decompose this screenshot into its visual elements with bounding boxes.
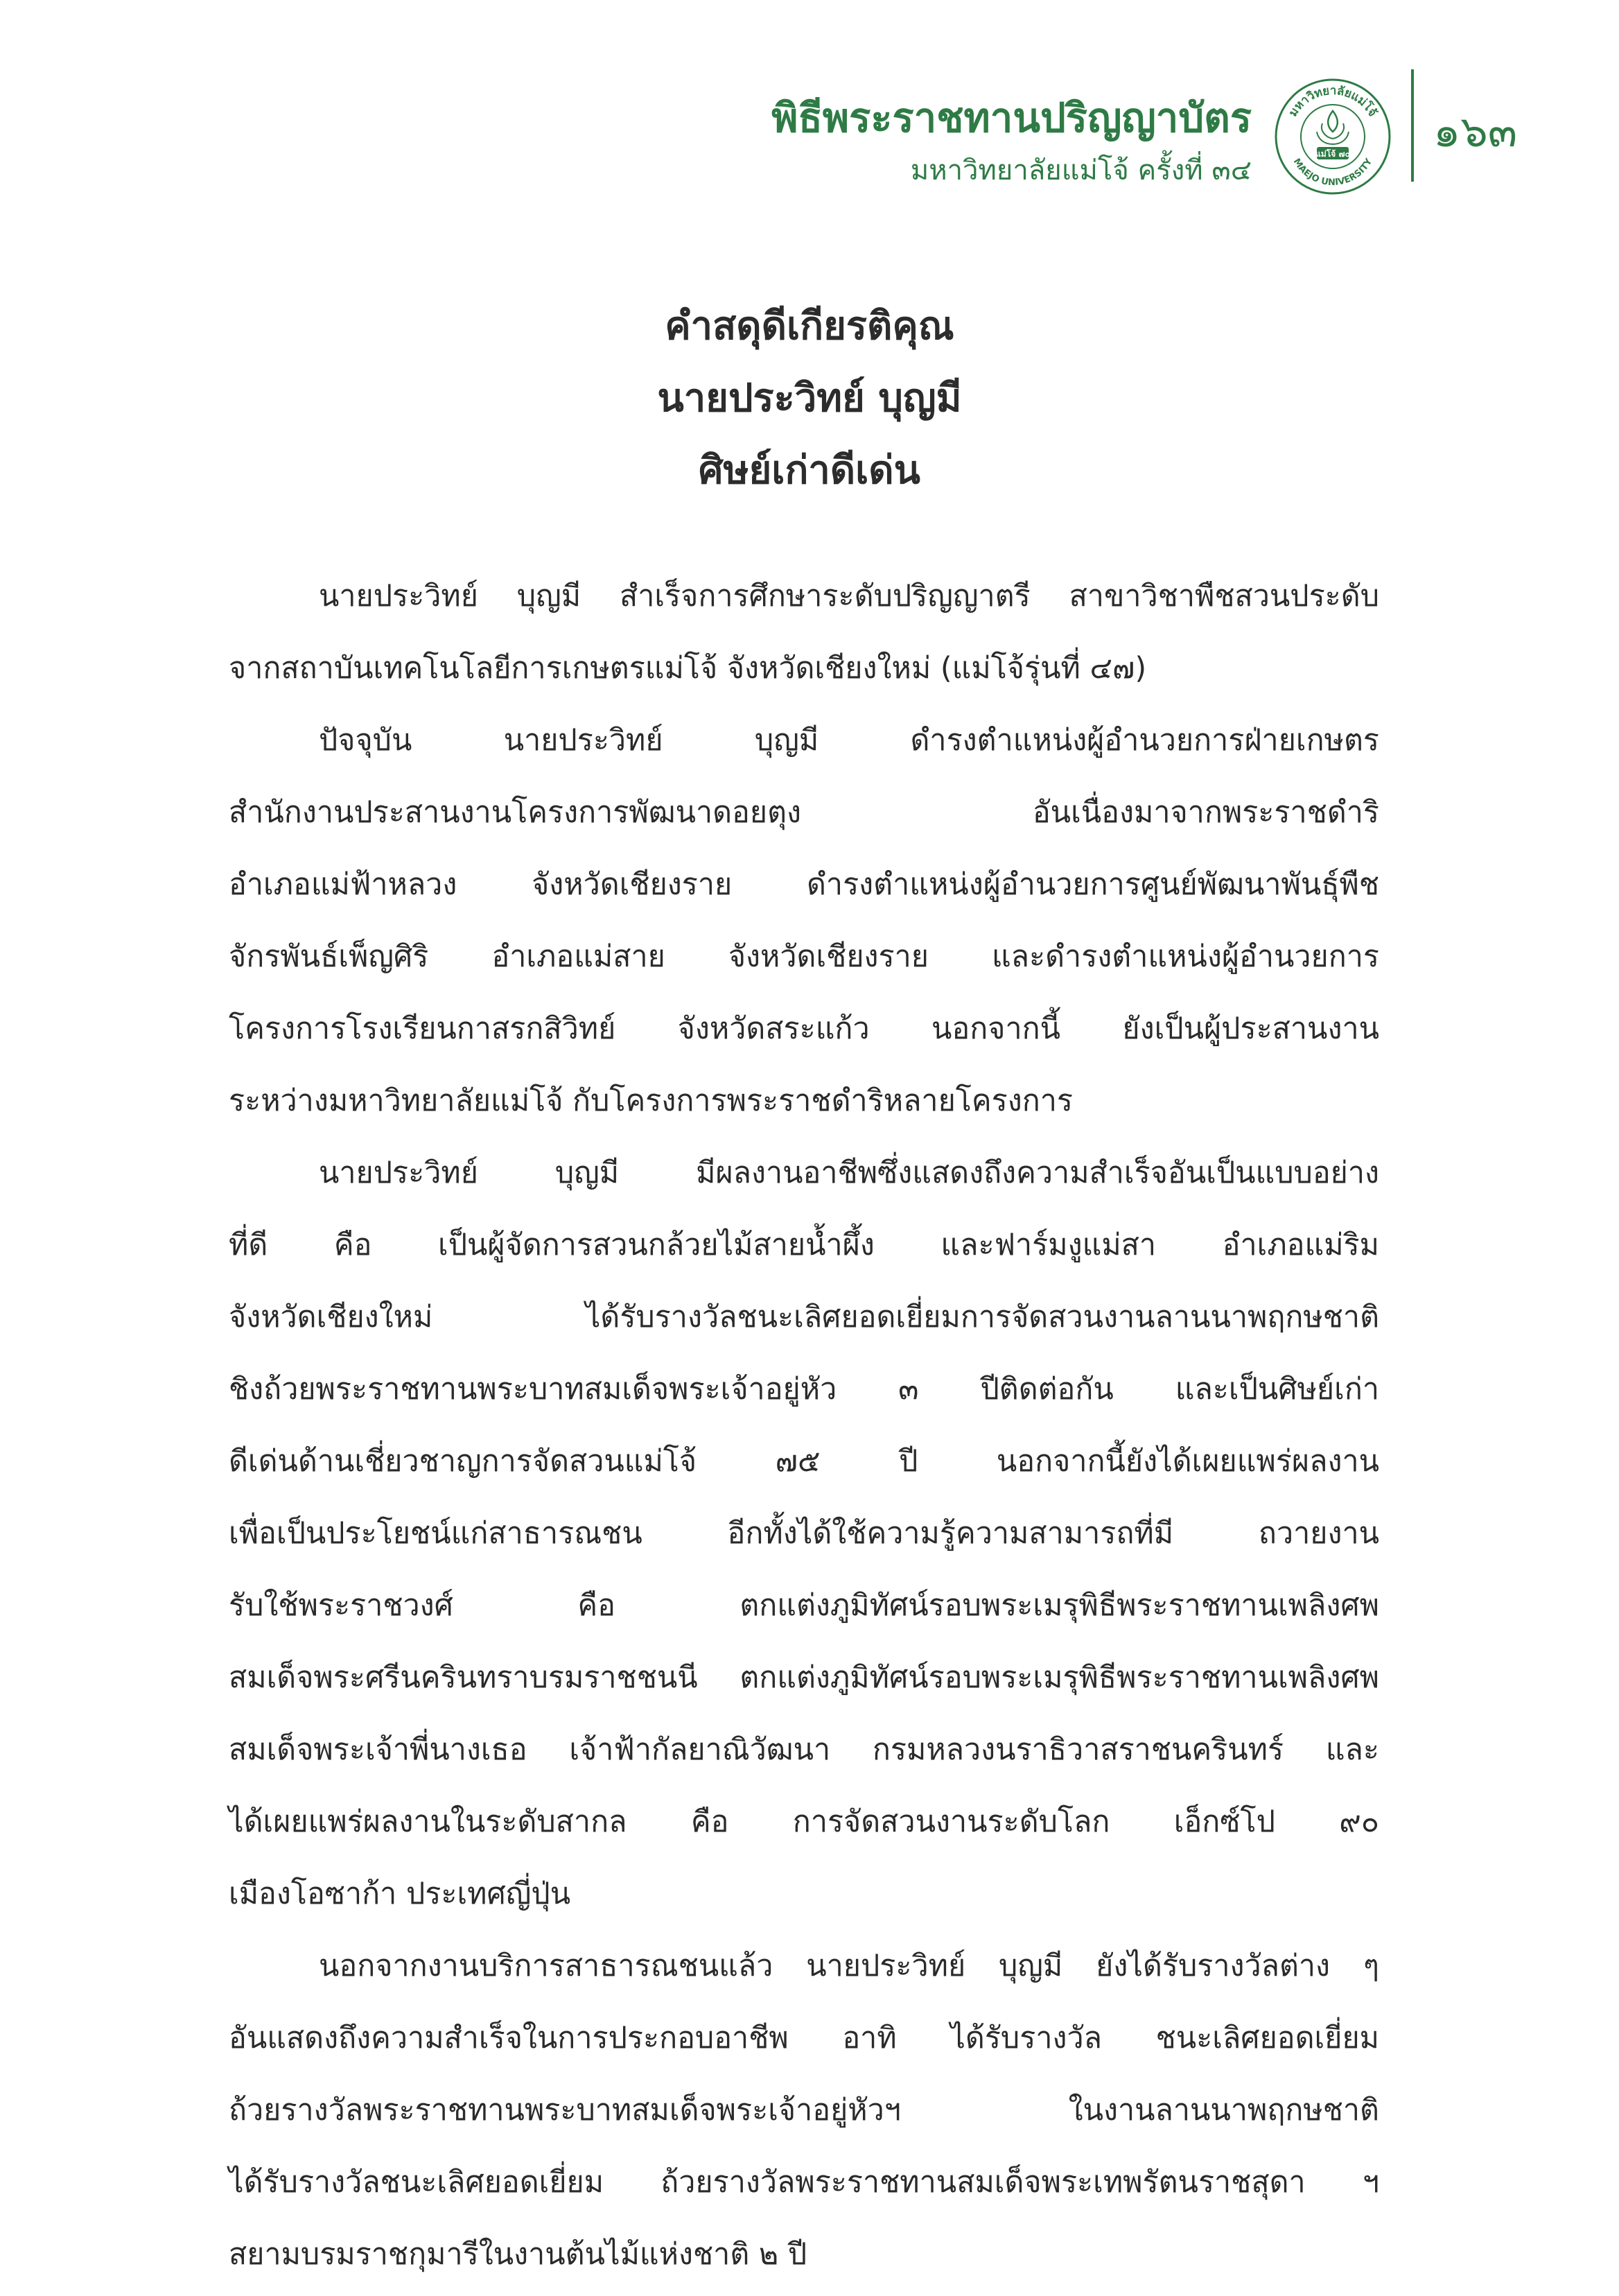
body-line: จากสถาบันเทคโนโลยีการเกษตรแม่โจ้ จังหวัดเชียงใหม่ (แม่โจ้รุ่นที่ ๔๗)	[229, 651, 1147, 686]
title-line-tribute: คำสดุดีเกียรติคุณ	[665, 303, 954, 349]
seal-top-text: มหาวิทยาลัยแม่โจ้	[1286, 83, 1380, 119]
university-subtitle: มหาวิทยาลัยแม่โจ้ ครั้งที่ ๓๔	[910, 155, 1252, 186]
body-line: สยามบรมราชกุมารีในงานต้นไม้แห่งชาติ ๒ ปี	[229, 2237, 807, 2272]
tribute-body	[229, 560, 1379, 2290]
body-line: นายประวิทย์ บุญมี สำเร็จการศึกษาระดับปริญญาตรี สาขาวิชาพืชสวนประดับ	[319, 579, 1379, 614]
body-line: เพื่อเป็นประโยชน์แก่สาธารณชน อีกทั้งได้ใช้ความรู้ความสามารถที่มี ถวายงาน	[229, 1516, 1379, 1551]
body-line: ได้เผยแพร่ผลงานในระดับสากล คือ การจัดสวนงานระดับโลก เอ็กซ์โป ๙๐	[229, 1804, 1379, 1839]
body-line: ที่ดี คือ เป็นผู้จัดการสวนกล้วยไม้สายน้ำผึ้ง และฟาร์มงูแม่สา อำเภอแม่ริม	[229, 1228, 1379, 1262]
body-line: สำนักงานประสานงานโครงการพัฒนาดอยตุง อันเนื่องมาจากพระราชดำริ	[229, 795, 1379, 830]
body-line: สมเด็จพระเจ้าพี่นางเธอ เจ้าฟ้ากัลยาณิวัฒนา กรมหลวงนราธิวาสราชนครินทร์ และ	[229, 1732, 1379, 1767]
body-line: ได้รับรางวัลชนะเลิศยอดเยี่ยม ถ้วยรางวัลพระราชทานสมเด็จพระเทพรัตนราชสุดา ฯ	[229, 2165, 1379, 2200]
body-line: อำเภอแม่ฟ้าหลวง จังหวัดเชียงราย ดำรงตำแหน่งผู้อำนวยการศูนย์พัฒนาพันธุ์พืช	[229, 867, 1379, 902]
body-line: นายประวิทย์ บุญมี มีผลงานอาชีพซึ่งแสดงถึงความสำเร็จอันเป็นแบบอย่าง	[319, 1156, 1379, 1190]
title-line-honoree-name: นายประวิทย์ บุญมี	[657, 375, 962, 421]
body-line: ดีเด่นด้านเชี่ยวชาญการจัดสวนแม่โจ้ ๗๕ ปี นอกจากนี้ยังได้เผยแพร่ผลงาน	[229, 1444, 1379, 1479]
body-line: ปัจจุบัน นายประวิทย์ บุญมี ดำรงตำแหน่งผู้อำนวยการฝ่ายเกษตร	[319, 723, 1379, 758]
body-line: เมืองโอซาก้า ประเทศญี่ปุ่น	[229, 1877, 571, 1911]
body-line: ชิงถ้วยพระราชทานพระบาทสมเด็จพระเจ้าอยู่หัว ๓ ปีติดต่อกัน และเป็นศิษย์เก่า	[229, 1372, 1379, 1407]
body-line: รับใช้พระราชวงศ์ คือ ตกแต่งภูมิทัศน์รอบพระเมรุพิธีพระราชทานเพลิงศพ	[229, 1588, 1379, 1623]
ceremony-title: พิธีพระราชทานปริญญาบัตร	[771, 94, 1252, 141]
body-line: ถ้วยรางวัลพระราชทานพระบาทสมเด็จพระเจ้าอยู่หัวฯ ในงานลานนาพฤกษชาติ	[229, 2093, 1379, 2128]
body-line: ระหว่างมหาวิทยาลัยแม่โจ้ กับโครงการพระราชดำริหลายโครงการ	[229, 1084, 1074, 1118]
seal-bottom-text: MAEJO UNIVERSITY	[1290, 157, 1375, 189]
title-line-award: ศิษย์เก่าดีเด่น	[699, 447, 920, 493]
document-title	[0, 290, 1619, 506]
svg-text:MAEJO UNIVERSITY	[1291, 157, 1375, 188]
body-line: จักรพันธ์เพ็ญศิริ อำเภอแม่สาย จังหวัดเชียงราย และดำรงตำแหน่งผู้อำนวยการ	[229, 939, 1379, 974]
header	[771, 89, 1252, 193]
header-divider	[1411, 69, 1414, 182]
university-seal-icon	[1274, 78, 1392, 195]
body-line: อันแสดงถึงความสำเร็จในการประกอบอาชีพ อาทิ ได้รับรางวัล ชนะเลิศยอดเยี่ยม	[229, 2021, 1379, 2055]
body-line: จังหวัดเชียงใหม่ ได้รับรางวัลชนะเลิศยอดเยี่ยมการจัดสวนงานลานนาพฤกษชาติ	[229, 1300, 1379, 1334]
page-number: ๑๖๓	[1433, 106, 1518, 157]
body-line: โครงการโรงเรียนกาสรกสิวิทย์ จังหวัดสระแก้ว นอกจากนี้ ยังเป็นผู้ประสานงาน	[229, 1011, 1379, 1046]
seal-center-text: แม่โจ้ ๗๐	[1315, 149, 1350, 159]
body-line: สมเด็จพระศรีนครินทราบรมราชชนนี ตกแต่งภูมิทัศน์รอบพระเมรุพิธีพระราชทานเพลิงศพ	[229, 1660, 1379, 1695]
body-line: นอกจากงานบริการสาธารณชนแล้ว นายประวิทย์ บุญมี ยังได้รับรางวัลต่าง ๆ	[319, 1949, 1379, 1983]
